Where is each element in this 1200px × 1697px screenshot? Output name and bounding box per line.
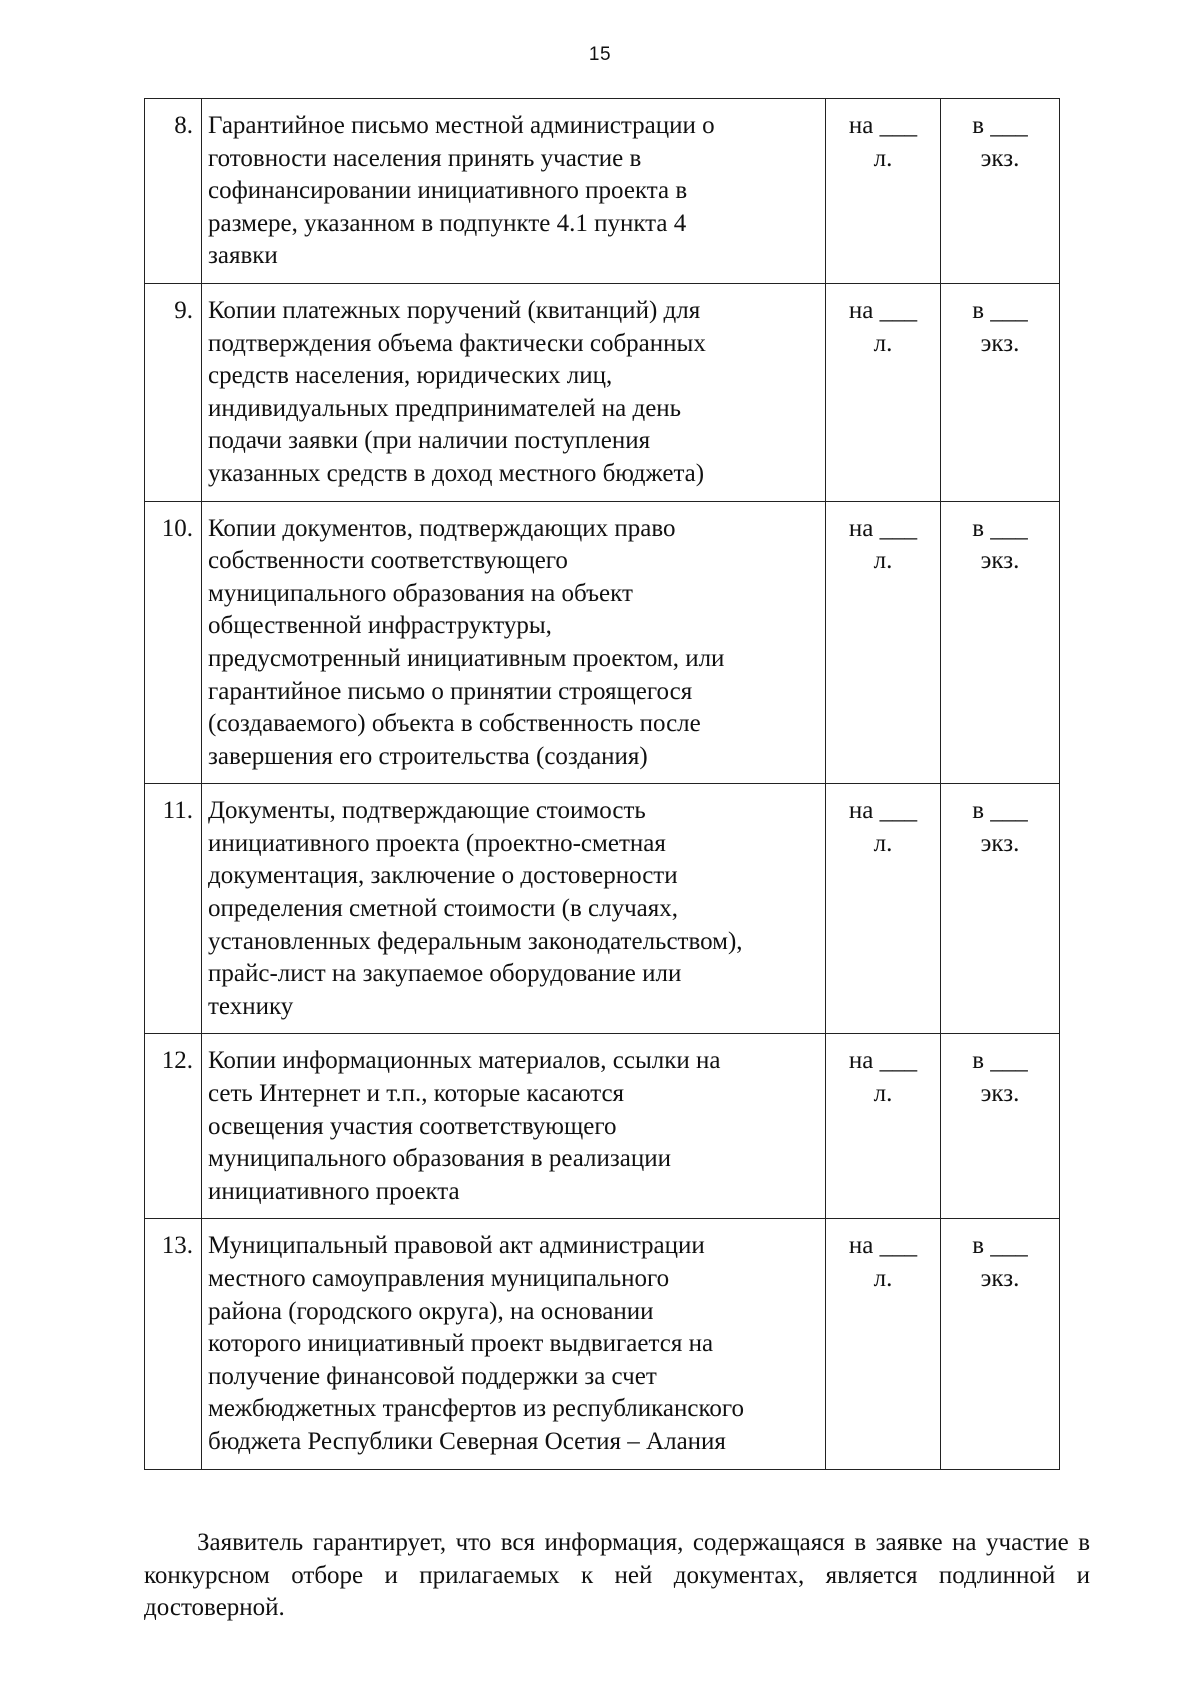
table-row [145, 1219, 1060, 1469]
description-line: района (городского округа), на основании [208, 1297, 654, 1325]
description-line: (создаваемого) объекта в собственность после [208, 710, 701, 738]
row-number: 11. [145, 784, 202, 1034]
description-line: получение финансовой поддержки за счет [208, 1362, 657, 1390]
pages-unit: л. [873, 1080, 893, 1108]
copies-count-cell [941, 283, 1060, 501]
copies-count-cell [941, 1219, 1060, 1469]
description-line: Копии информационных материалов, ссылки на [208, 1047, 721, 1075]
pages-count-field: на ___ [848, 296, 918, 324]
document-description [202, 784, 826, 1034]
copies-count-cell [941, 99, 1060, 284]
table-row [145, 283, 1060, 501]
row-number: 10. [145, 501, 202, 784]
description-line: гарантийное письмо о принятии строящегося [208, 677, 693, 705]
pages-unit: л. [873, 1265, 893, 1292]
document-description [202, 1034, 826, 1219]
pages-count-cell [826, 1034, 941, 1219]
description-line: сеть Интернет и т.п., которые касаются [208, 1080, 625, 1108]
description-line: заявки [208, 242, 278, 270]
description-line: инициативного проекта (проектно-сметная [208, 829, 666, 857]
description-line: указанных средств в доход местного бюджета) [208, 459, 705, 487]
copies-count-field: в ___ [972, 296, 1028, 324]
description-line: подачи заявки (при наличии поступления [208, 427, 651, 455]
row-number: 8. [145, 99, 202, 284]
description-line: документация, заключение о достоверности [208, 862, 678, 890]
document-description [202, 283, 826, 501]
copies-unit: экз. [980, 144, 1020, 172]
description-line: Гарантийное письмо местной администрации о [208, 112, 715, 139]
document-description [202, 501, 826, 784]
description-line: размере, указанном в подпункте 4.1 пункта 4 [208, 209, 687, 237]
pages-count-cell [826, 283, 941, 501]
description-line: Муниципальный правовой акт администрации [208, 1232, 705, 1260]
pages-unit: л. [873, 144, 893, 172]
copies-unit: экз. [980, 547, 1020, 575]
pages-count-field: на ___ [848, 1232, 918, 1260]
copies-count-field: в ___ [972, 797, 1028, 825]
row-number: 9. [145, 283, 202, 501]
copies-count-cell [941, 501, 1060, 784]
table-row [145, 99, 1060, 284]
description-line: межбюджетных трансфертов из республиканского [208, 1395, 744, 1423]
documents-table [144, 98, 1060, 1470]
description-line: которого инициативный проект выдвигается на [208, 1330, 714, 1358]
description-line: предусмотренный инициативным проектом, или [208, 644, 725, 672]
pages-count-cell [826, 99, 941, 284]
table-row [145, 1034, 1060, 1219]
description-line: подтверждения объема фактически собранных [208, 329, 706, 357]
description-line: Документы, подтверждающие стоимость [208, 797, 646, 825]
description-line: Копии платежных поручений (квитанций) для [208, 296, 701, 324]
description-line: определения сметной стоимости (в случаях, [208, 895, 679, 923]
copies-count-cell [941, 1034, 1060, 1219]
copies-count-cell [941, 784, 1060, 1034]
description-line: средств населения, юридических лиц, [208, 362, 613, 390]
copies-count-field: в ___ [972, 1047, 1028, 1075]
pages-count-field: на ___ [848, 112, 918, 139]
description-line: индивидуальных предпринимателей на день [208, 394, 682, 422]
description-line: установленных федеральным законодательством), [208, 927, 743, 955]
pages-count-cell [826, 1219, 941, 1469]
description-line: общественной инфраструктуры, [208, 612, 552, 640]
table-row [145, 784, 1060, 1034]
copies-unit: экз. [980, 1265, 1020, 1292]
pages-count-field: на ___ [848, 797, 918, 825]
pages-count-cell [826, 784, 941, 1034]
description-line: готовности населения принять участие в [208, 144, 642, 172]
description-line: завершения его строительства (создания) [208, 742, 648, 770]
table-row [145, 501, 1060, 784]
pages-unit: л. [873, 829, 893, 857]
row-number: 12. [145, 1034, 202, 1219]
page-number: 15 [588, 44, 612, 65]
pages-count-cell [826, 501, 941, 784]
description-line: муниципального образования в реализации [208, 1145, 672, 1173]
description-line: инициативного проекта [208, 1177, 460, 1205]
description-line: технику [208, 992, 294, 1020]
copies-unit: экз. [980, 829, 1020, 857]
description-line: софинансировании инициативного проекта в [208, 177, 688, 205]
document-description [202, 1219, 826, 1469]
description-line: освещения участия соответствующего [208, 1112, 617, 1140]
applicant-guarantee-paragraph: Заявитель гарантирует, что вся информация, содержащаяся в заявке на участие в конкурсном отборе и прилагаемых к ней документах, является подлинной и достоверной. [144, 1529, 1090, 1622]
description-line: муниципального образования на объект [208, 579, 633, 607]
copies-unit: экз. [980, 1080, 1020, 1108]
copies-count-field: в ___ [972, 1232, 1028, 1260]
copies-count-field: в ___ [972, 112, 1028, 139]
copies-unit: экз. [980, 329, 1020, 357]
row-number: 13. [145, 1219, 202, 1469]
description-line: прайс-лист на закупаемое оборудование или [208, 960, 682, 988]
pages-count-field: на ___ [848, 514, 918, 542]
copies-count-field: в ___ [972, 514, 1028, 542]
description-line: собственности соответствующего [208, 547, 568, 575]
pages-unit: л. [873, 329, 893, 357]
description-line: местного самоуправления муниципального [208, 1265, 670, 1292]
pages-unit: л. [873, 547, 893, 575]
description-line: Копии документов, подтверждающих право [208, 514, 676, 542]
pages-count-field: на ___ [848, 1047, 918, 1075]
description-line: бюджета Республики Северная Осетия – Алания [208, 1427, 726, 1455]
document-description [202, 99, 826, 284]
